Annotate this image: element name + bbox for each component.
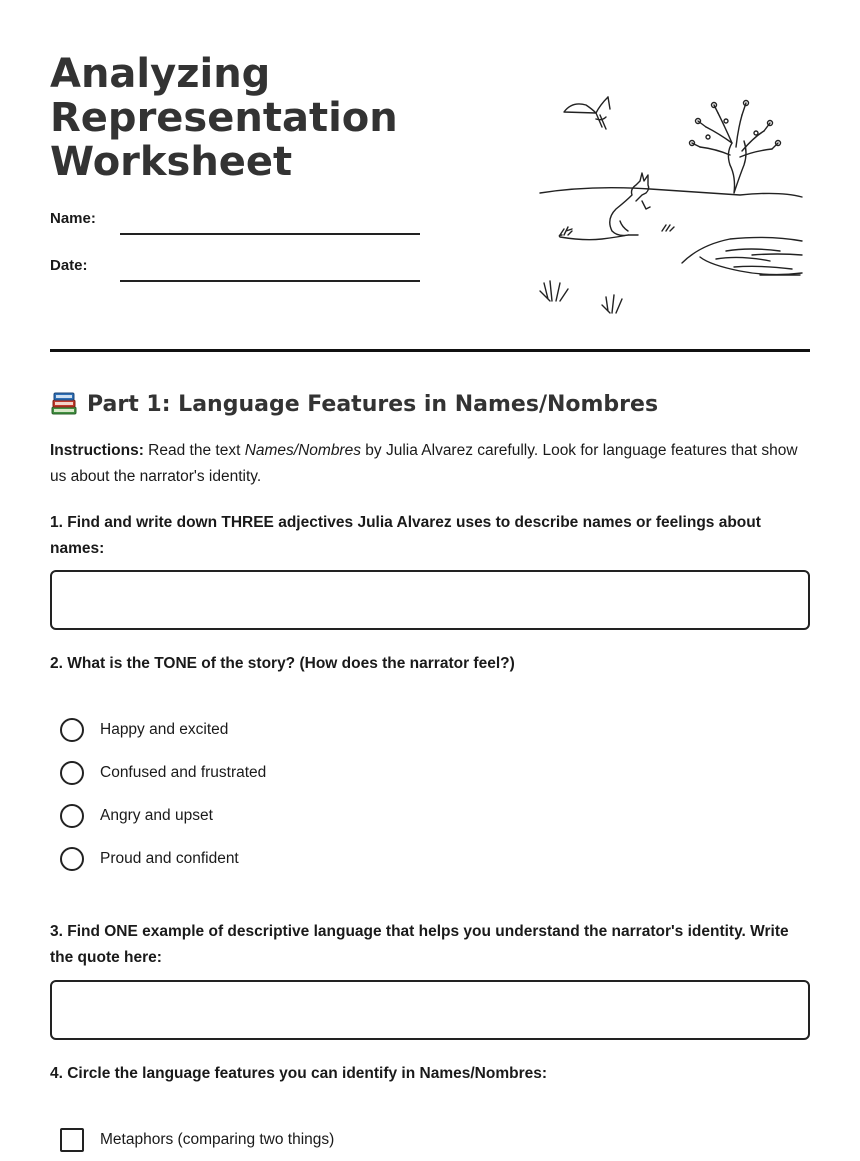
- question-3: 3. Find ONE example of descriptive language that helps you understand the narrator's identity. Write the quote here:: [50, 923, 789, 966]
- date-field[interactable]: [120, 280, 420, 282]
- radio-button[interactable]: [60, 761, 84, 785]
- question-3-answer-box[interactable]: [50, 980, 810, 1040]
- instructions-text-before: Read the text: [143, 442, 245, 459]
- radio-button[interactable]: [60, 847, 84, 871]
- instructions-book-title: Names/Nombres: [244, 442, 361, 459]
- kangaroo-landscape-illustration: [530, 85, 810, 320]
- name-label: Name:: [50, 210, 96, 227]
- tone-option-happy[interactable]: [60, 716, 228, 744]
- feature-option-metaphors[interactable]: [60, 1126, 334, 1154]
- checkbox[interactable]: [60, 1128, 84, 1152]
- option-label: Metaphors (comparing two things): [100, 1131, 335, 1148]
- part1-heading: [50, 387, 658, 421]
- radio-button[interactable]: [60, 718, 84, 742]
- instructions: [50, 438, 810, 490]
- name-field[interactable]: [120, 233, 420, 235]
- option-label: Proud and confident: [100, 850, 239, 867]
- date-field-row: [50, 249, 422, 289]
- page-title: Analyzing Representation Worksheet: [50, 51, 398, 185]
- question-1: 1. Find and write down THREE adjectives Julia Alvarez uses to describe names or feelings about names:: [50, 514, 761, 557]
- part1-heading-text: Part 1: Language Features in Names/Nombres: [87, 391, 659, 417]
- section-divider: [50, 349, 810, 352]
- question-1-answer-box[interactable]: [50, 570, 810, 630]
- instructions-text-after: by Julia Alvarez carefully. Look for language features that show us about the narrator's identity.: [50, 442, 798, 485]
- question-2: 2. What is the TONE of the story? (How does the narrator feel?): [50, 655, 515, 672]
- option-label: Angry and upset: [100, 807, 213, 824]
- question-4: 4. Circle the language features you can identify in Names/Nombres:: [50, 1065, 547, 1082]
- tone-option-angry[interactable]: [60, 802, 213, 830]
- books-icon: [50, 390, 78, 418]
- option-label: Happy and excited: [100, 721, 229, 738]
- tone-option-confused[interactable]: [60, 759, 266, 787]
- date-label: Date:: [50, 257, 88, 274]
- instructions-prefix: Instructions:: [50, 442, 144, 459]
- name-field-row: [50, 202, 422, 242]
- option-label: Confused and frustrated: [100, 764, 267, 781]
- radio-button[interactable]: [60, 804, 84, 828]
- tone-option-proud[interactable]: [60, 845, 239, 873]
